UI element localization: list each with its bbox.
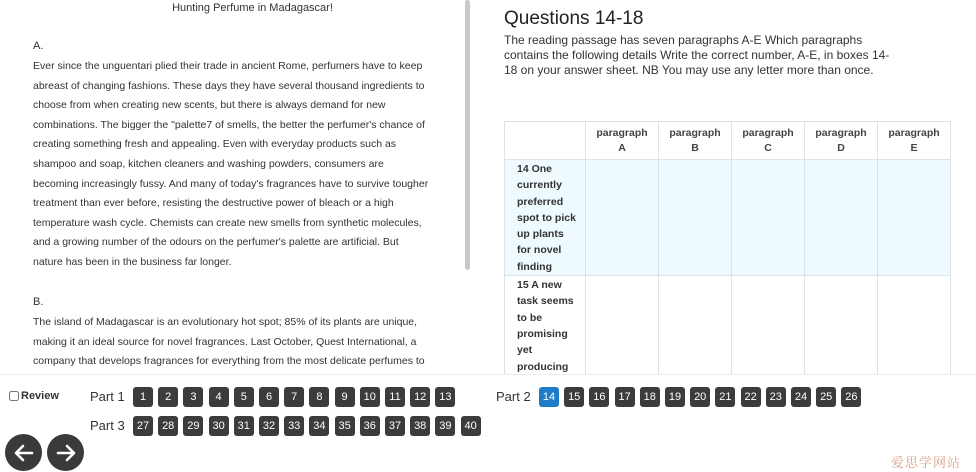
question-nav-button-20[interactable]: 20 <box>690 387 710 407</box>
question-nav-button-38[interactable]: 38 <box>410 416 430 436</box>
question-nav-button-26[interactable]: 26 <box>841 387 861 407</box>
question-nav-button-21[interactable]: 21 <box>715 387 735 407</box>
questions-title: Questions 14-18 <box>504 8 644 29</box>
answer-cell-14-c[interactable] <box>732 160 805 276</box>
question-nav-button-3[interactable]: 3 <box>183 387 203 407</box>
question-nav-button-9[interactable]: 9 <box>335 387 355 407</box>
matching-table <box>504 121 951 374</box>
answer-cell-14-a[interactable] <box>586 160 659 276</box>
column-header-b: paragraph B <box>659 122 732 160</box>
table-corner-cell <box>505 122 586 160</box>
question-nav-button-19[interactable]: 19 <box>665 387 685 407</box>
question-nav-button-22[interactable]: 22 <box>741 387 761 407</box>
review-label: Review <box>21 390 59 402</box>
part-3-label: Part 3 <box>90 418 125 433</box>
paragraph-line: The island of Madagascar is an evolutionary hot spot; 85% of its plants are unique, <box>33 316 418 328</box>
question-nav-button-18[interactable]: 18 <box>640 387 660 407</box>
paragraph-a-text <box>33 57 465 273</box>
question-nav-button-36[interactable]: 36 <box>360 416 380 436</box>
site-watermark: 爱思学网站 <box>891 455 962 470</box>
paragraph-line: temperature wash cycle. Chemists can create new smells from synthetic molecules, <box>33 216 422 229</box>
question-nav-button-12[interactable]: 12 <box>410 387 430 407</box>
passage-scrollbar[interactable] <box>465 0 470 270</box>
question-nav-button-10[interactable]: 10 <box>360 387 380 407</box>
paragraph-line: nature has been in the business far longer. <box>33 255 232 268</box>
question-nav-button-33[interactable]: 33 <box>284 416 304 436</box>
paragraph-line: creating something fresh and appealing. Even with everyday products such as <box>33 138 397 151</box>
question-nav-button-25[interactable]: 25 <box>816 387 836 407</box>
answer-cell-15-a[interactable] <box>586 276 659 374</box>
column-header-c: paragraph C <box>732 122 805 160</box>
question-nav-button-39[interactable]: 39 <box>435 416 455 436</box>
question-nav-button-37[interactable]: 37 <box>385 416 405 436</box>
next-button[interactable] <box>47 434 84 471</box>
question-nav-button-34[interactable]: 34 <box>309 416 329 436</box>
question-nav-button-17[interactable]: 17 <box>615 387 635 407</box>
paragraph-line: treatment than ever before, resisting the destructive power of bleach or a high <box>33 197 394 210</box>
question-nav-button-4[interactable]: 4 <box>209 387 229 407</box>
paragraph-b-label: B. <box>33 296 44 308</box>
passage-title: Hunting Perfume in Madagascar! <box>172 2 333 14</box>
table-row <box>505 160 951 276</box>
paragraph-line: company that develops fragrances for everything from the most delicate perfumes to <box>33 355 425 368</box>
answer-cell-14-d[interactable] <box>805 160 878 276</box>
column-header-e: paragraph E <box>878 122 951 160</box>
part-2-label: Part 2 <box>496 389 531 404</box>
question-nav-button-15[interactable]: 15 <box>564 387 584 407</box>
question-nav-button-27[interactable]: 27 <box>133 416 153 436</box>
paragraph-b-text <box>33 313 465 372</box>
question-nav-button-28[interactable]: 28 <box>158 416 178 436</box>
question-14-text: 14 One currently preferred spot to pick up plants for novel finding <box>505 160 586 276</box>
answer-cell-14-e[interactable] <box>878 160 951 276</box>
paragraph-line: and a growing number of the odours on the perfumer's palette are artificial. But <box>33 236 399 249</box>
question-nav-button-1[interactable]: 1 <box>133 387 153 407</box>
answer-cell-15-d[interactable] <box>805 276 878 374</box>
question-nav-button-14[interactable]: 14 <box>539 387 559 407</box>
question-nav-button-6[interactable]: 6 <box>259 387 279 407</box>
questions-instructions: The reading passage has seven paragraphs A-E Which paragraphs contains the following details Write the correct number, A-E, in boxes 14-18 on your answer sheet. NB You may use any letter more than once. <box>504 33 890 77</box>
question-nav-button-11[interactable]: 11 <box>385 387 405 407</box>
reading-passage-pane[interactable] <box>0 0 470 374</box>
question-nav-button-8[interactable]: 8 <box>309 387 329 407</box>
paragraph-a-label: A. <box>33 40 44 52</box>
review-toggle[interactable] <box>9 390 59 402</box>
paragraph-line: making it an ideal source for novel fragrances. Last October, Quest International, a <box>33 335 417 348</box>
paragraph-line: abreast of changing fashions. These days they have several thousand ingredients to <box>33 79 425 92</box>
question-nav-button-32[interactable]: 32 <box>259 416 279 436</box>
question-nav-button-16[interactable]: 16 <box>589 387 609 407</box>
question-nav-button-29[interactable]: 29 <box>183 416 203 436</box>
question-nav-button-13[interactable]: 13 <box>435 387 455 407</box>
answer-cell-14-b[interactable] <box>659 160 732 276</box>
table-header-row <box>505 122 951 160</box>
answer-cell-15-b[interactable] <box>659 276 732 374</box>
arrow-left-icon <box>13 442 35 464</box>
column-header-a: paragraph A <box>586 122 659 160</box>
question-pane <box>492 0 976 374</box>
question-nav-button-2[interactable]: 2 <box>158 387 178 407</box>
review-checkbox[interactable] <box>9 391 19 401</box>
previous-button[interactable] <box>5 434 42 471</box>
paragraph-line: Ever since the unguentari plied their trade in ancient Rome, perfumers have to keep <box>33 60 423 72</box>
question-nav-button-35[interactable]: 35 <box>335 416 355 436</box>
paragraph-line: shampoo and soap, kitchen cleaners and washing powders, consumers are <box>33 157 384 170</box>
question-nav-button-24[interactable]: 24 <box>791 387 811 407</box>
answer-cell-15-e[interactable] <box>878 276 951 374</box>
answer-cell-15-c[interactable] <box>732 276 805 374</box>
table-row <box>505 276 951 374</box>
question-nav-button-40[interactable]: 40 <box>461 416 481 436</box>
column-header-d: paragraph D <box>805 122 878 160</box>
question-nav-button-23[interactable]: 23 <box>766 387 786 407</box>
question-15-text: 15 A new task seems to be promising yet producing <box>505 276 586 374</box>
paragraph-line: choose from when creating new scents, but there is always demand for new <box>33 99 386 112</box>
question-nav-button-31[interactable]: 31 <box>234 416 254 436</box>
arrow-right-icon <box>55 442 77 464</box>
question-nav-button-30[interactable]: 30 <box>209 416 229 436</box>
paragraph-line: becoming increasingly fussy. And many of today's fragrances have to survive tougher <box>33 177 429 190</box>
question-nav-button-5[interactable]: 5 <box>234 387 254 407</box>
paragraph-line: combinations. The bigger the "palette7 of smells, the better the perfumer's chance of <box>33 118 425 131</box>
part-1-label: Part 1 <box>90 389 125 404</box>
question-nav-button-7[interactable]: 7 <box>284 387 304 407</box>
